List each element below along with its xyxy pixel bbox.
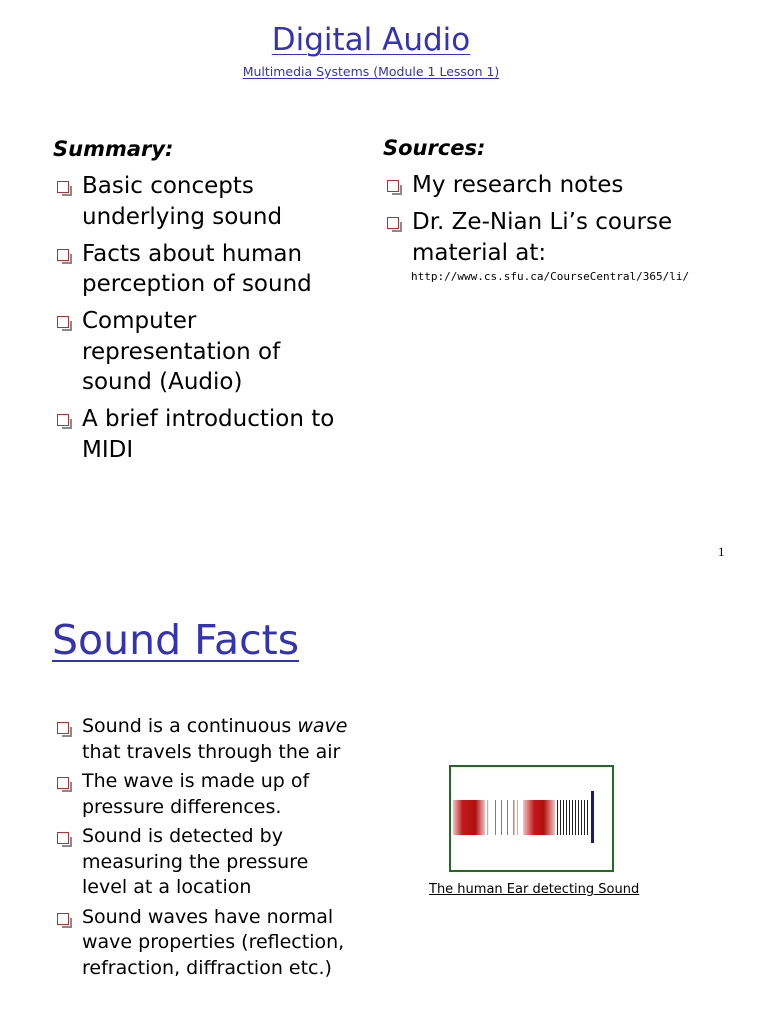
sources-heading: Sources: (383, 136, 486, 160)
checkbox-bullet-icon (57, 913, 69, 925)
page-number: 1 (718, 544, 725, 559)
checkbox-bullet-icon (387, 217, 399, 229)
list-item: Sound is a continuous wave that travels through the air (53, 714, 352, 765)
list-item: Dr. Ze-Nian Li’s course material at: (383, 207, 712, 268)
figure-caption: The human Ear detecting Sound (429, 882, 640, 897)
list-item: Basic concepts underlying sound (53, 171, 332, 232)
sources-list (383, 170, 713, 275)
sound-wave-figure (449, 765, 614, 872)
list-item: Sound is detected by measuring the pressure level at a location (53, 824, 332, 901)
list-item: A brief introduction to MIDI (53, 404, 392, 465)
list-item: Computer representation of sound (Audio) (53, 306, 332, 398)
sound-facts-list (53, 714, 353, 985)
checkbox-bullet-icon (57, 722, 69, 734)
source-url: http://www.cs.sfu.ca/CourseCentral/365/li/ (411, 270, 690, 283)
checkbox-bullet-icon (57, 777, 69, 789)
slide-title-sound-facts: Sound Facts (52, 616, 300, 664)
list-item: Sound waves have normal wave properties (reflection, refraction, diffraction etc.) (53, 905, 352, 982)
list-item: Facts about human perception of sound (53, 239, 352, 300)
checkbox-bullet-icon (57, 414, 69, 426)
ear-sound-wave-icon (451, 767, 612, 870)
list-item: My research notes (383, 170, 713, 201)
list-item: The wave is made up of pressure differences. (53, 769, 332, 820)
checkbox-bullet-icon (387, 180, 399, 192)
slide-subtitle: Multimedia Systems (Module 1 Lesson 1) (242, 64, 500, 79)
checkbox-bullet-icon (57, 316, 69, 328)
checkbox-bullet-icon (57, 181, 69, 193)
checkbox-bullet-icon (57, 249, 69, 261)
checkbox-bullet-icon (57, 832, 69, 844)
summary-heading: Summary: (53, 137, 174, 161)
summary-list (53, 171, 373, 472)
slide-title: Digital Audio (271, 22, 471, 58)
